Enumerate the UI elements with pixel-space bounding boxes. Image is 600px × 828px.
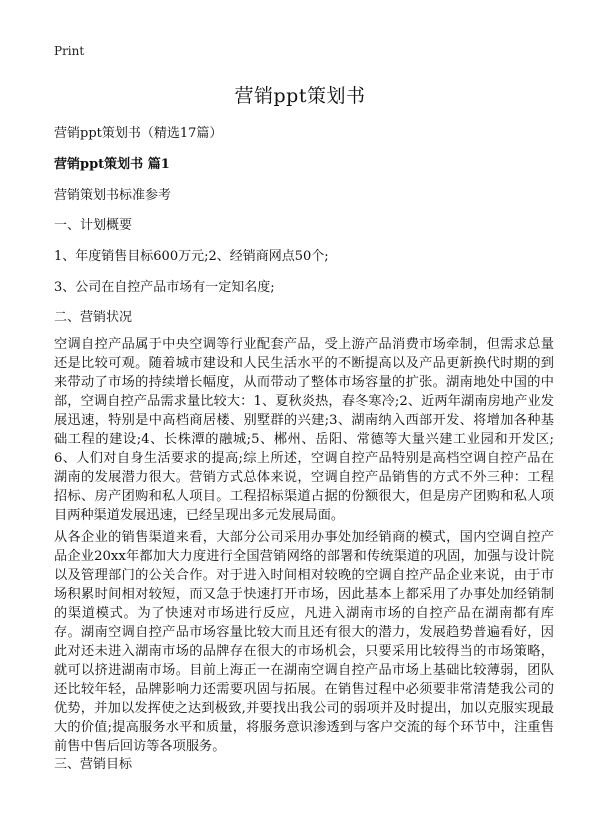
heading-plan-summary: 一、计划概要: [54, 218, 133, 233]
subtitle: 营销ppt策划书（精选17篇）: [54, 126, 223, 141]
summary-item-2: 3、公司在自控产品市场有一定知名度;: [54, 280, 275, 295]
intro-text: 营销策划书标准参考: [54, 188, 172, 203]
paragraph-sales-channels: 从各企业的销售渠道来看，大部分公司采用办事处加经销商的模式，国内空调自控产品企业20xx年都加大力度进行全国营销网络的部署和传统渠道的巩固，加强与设计院以及管理部门的公关合作。对于进入时间相对较晚的空调自控产品企业来说，由于市场积累时间相对较短，而又急于快速打开市场，因此基本上都采用了办事处加经销制的渠道模式。为了快速对市场进行反应，凡进入湖南市场的自控产品在湖南都有库存。湖南空调自控产品市场容量比较大而且还有很大的潜力，发展趋势普遍看好，因此对还未进入湖南市场的品牌存在很大的市场机会，只要采用比较得当的市场策略，就可以挤进湖南市场。目前上海正一在湖南空调自控产品市场上基础比较薄弱，团队还比较年轻，品牌影响力还需要巩固与拓展。在销售过程中必须要非常清楚我公司的优势，并加以发挥使之达到极致,并要找出我公司的弱项并及时提出，加以克服实现最大的价值;提高服务水平和质量，将服务意识渗透到与客户交流的每个环节中，注重售前售中售后回访等各项服务。: [54, 530, 554, 754]
heading-marketing-status: 二、营销状况: [54, 310, 133, 325]
section-heading: 营销ppt策划书 篇1: [54, 157, 170, 172]
page-title: 营销ppt策划书: [234, 85, 366, 107]
heading-marketing-goals: 三、营销目标: [54, 757, 133, 772]
paragraph-market-status: 空调自控产品属于中央空调等行业配套产品，受上游产品消费市场牵制，但需求总量还是比较可观。随着城市建设和人民生活水平的不断提高以及产品更新换代时期的到来带动了市场的持续增长幅度，从而带动了整体市场容量的扩张。湖南地处中国的中部，空调自控产品需求量比较大：1、夏秋炎热，春冬寒冷;2、近两年湖南房地产业发展迅速，特别是中高档商居楼、别墅群的兴建;3、湖南纳入西部开发、将增加各种基础工程的建设;4、长株潭的融城;5、郴州、岳阳、常德等大量兴建工业园和开发区;6、人们对自身生活要求的提高;综上所述，空调自控产品特别是高档空调自控产品在湖南的发展潜力很大。营销方式总体来说，空调自控产品销售的方式不外三种：工程招标、房产团购和私人项目。工程招标渠道占据的份额很大，但是房产团购和私人项目两种渠道发展迅速，已经呈现出多元发展局面。: [54, 337, 554, 523]
summary-item-1: 1、年度销售目标600万元;2、经销商网点50个;: [54, 249, 329, 264]
print-link[interactable]: Print: [54, 44, 85, 58]
